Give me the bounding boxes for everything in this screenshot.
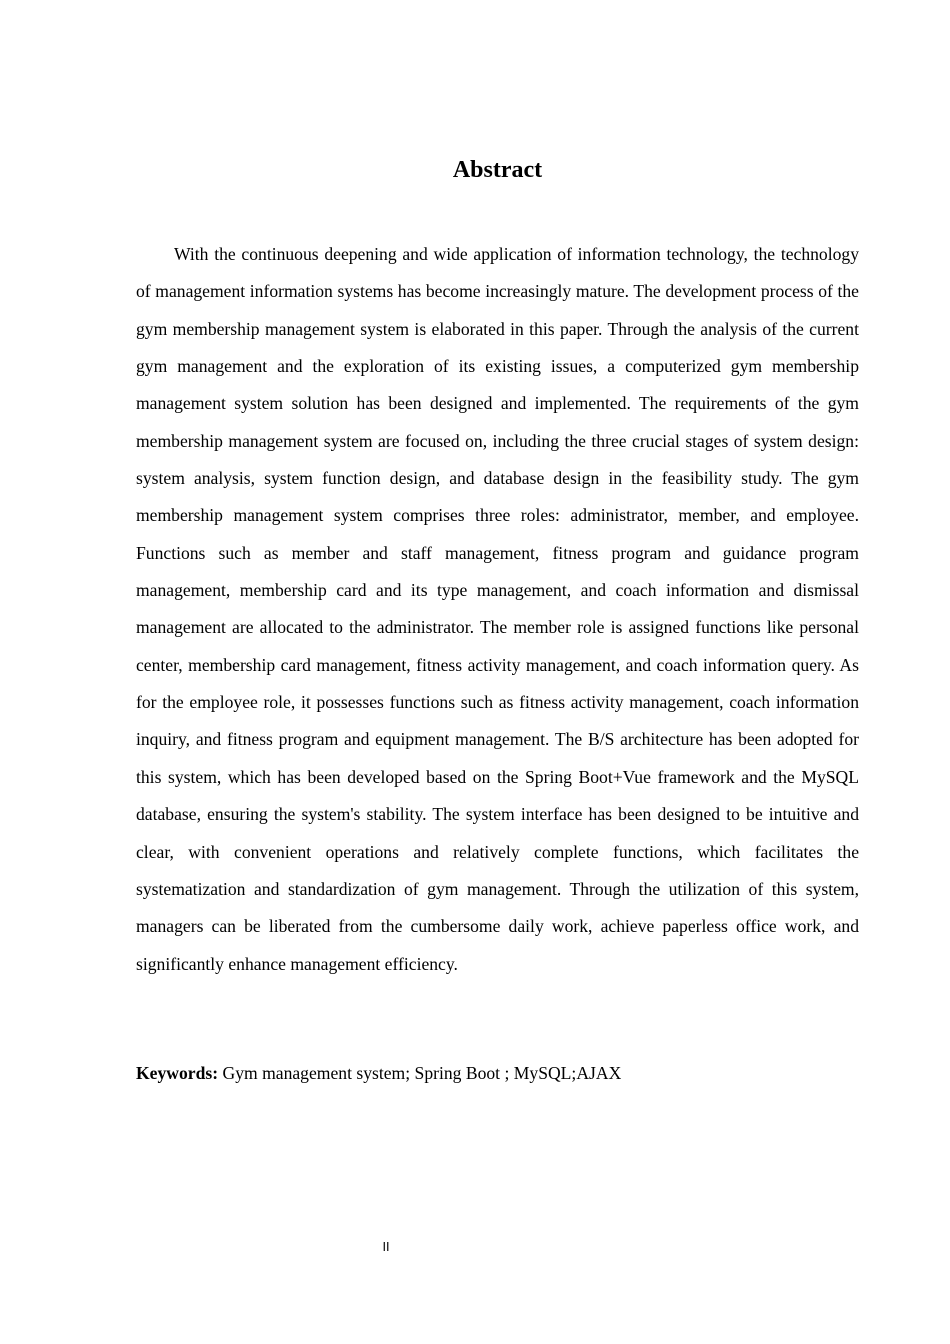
abstract-body: With the continuous deepening and wide application of information technology, the technology of management information systems has become increasingly mature. The development process of the gym membership management system is elaborated in this paper. Through the analysis of the current gym management and the exploration of its existing issues, a computerized gym membership management system solution has been designed and implemented. The requirements of the gym membership management system are focused on, including the three crucial stages of system design: system analysis, system function design, and database design in the feasibility study. The gym membership management system comprises three roles: administrator, member, and employee. Functions such as member and staff management, fitness program and guidance program management, membership card and its type management, and coach information and dismissal management are allocated to the administrator. The member role is assigned functions like personal center, membership card management, fitness activity management, and coach information query. As for the employee role, it possesses functions such as fitness activity management, coach information inquiry, and fitness program and equipment management. The B/S architecture has been adopted for this system, which has been developed based on the Spring Boot+Vue framework and the MySQL database, ensuring the system's stability. The system interface has been designed to be intuitive and clear, with convenient operations and relatively complete functions, which facilitates the systematization and standardization of gym management. Through the utilization of this system, managers can be liberated from the cumbersome daily work, achieve paperless office work, and significantly enhance management efficiency. — [136, 244, 859, 974]
keywords-label: Keywords: — [136, 1063, 219, 1083]
keywords-line — [136, 1058, 859, 1088]
page-number: II — [382, 1240, 390, 1254]
keywords-value: Gym management system; Spring Boot ; MySQL;AJAX — [222, 1063, 622, 1083]
abstract-title: Abstract — [452, 157, 543, 183]
